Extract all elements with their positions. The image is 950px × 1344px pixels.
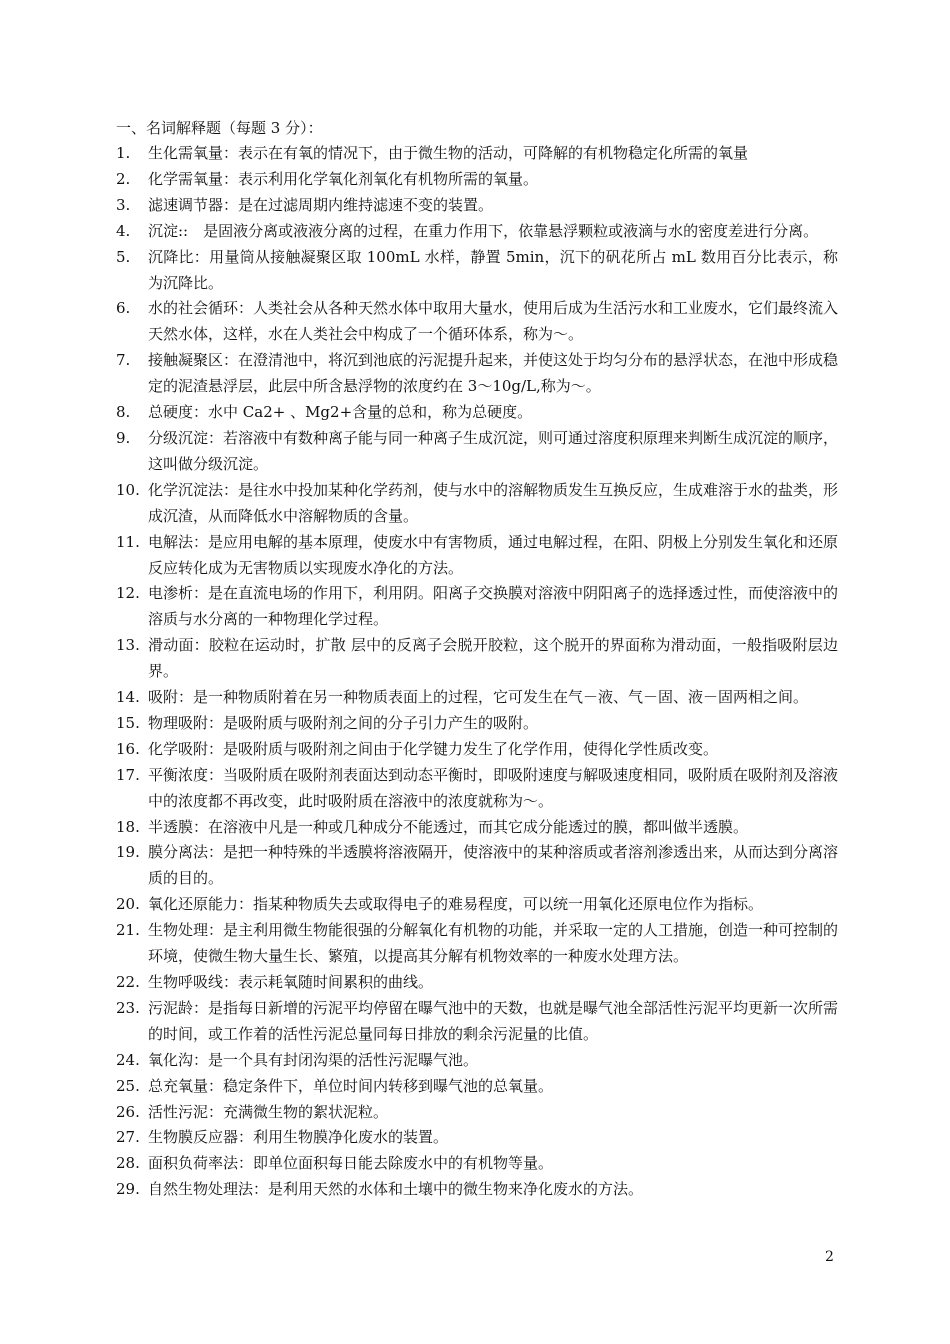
item-text: 氧化还原能力：指某种物质失去或取得电子的难易程度，可以统一用氧化还原电位作为指标。 (148, 895, 764, 914)
item-text: 分级沉淀：若溶液中有数种离子能与同一种离子生成沉淀，则可通过溶度积原理来判断生成沉淀的顺序，这叫做分级沉淀。 (148, 428, 839, 473)
item-text: 半透膜：在溶液中凡是一种或几种成分不能透过，而其它成分能透过的膜，都叫做半透膜。 (148, 817, 749, 836)
item-number: 18. (116, 817, 140, 836)
item-number: 23. (116, 998, 140, 1017)
list-item (116, 400, 838, 426)
item-number: 14. (116, 688, 140, 707)
item-text: 吸附：是一种物质附着在另一种物质表面上的过程，它可发生在气－液、气－固、液－固两相之间。 (148, 688, 809, 707)
list-item (116, 1125, 838, 1151)
item-number: 28. (116, 1154, 140, 1173)
item-text: 总充氧量：稳定条件下，单位时间内转移到曝气池的总氧量。 (148, 1076, 554, 1095)
item-number: 5. (116, 247, 131, 266)
list-item (116, 167, 838, 193)
item-text: 生物处理：是主利用微生物能很强的分解氧化有机物的功能，并采取一定的人工措施，创造一种可控制的环境，使微生物大量生长、繁殖，以提高其分解有机物效率的一种废水处理方法。 (148, 921, 839, 966)
item-text: 沉淀:: 是固液分离或液液分离的过程，在重力作用下，依靠悬浮颗粒或液滴与水的密度差进行分离。 (148, 221, 819, 240)
list-item (116, 633, 838, 685)
item-number: 2. (116, 169, 131, 188)
item-number: 17. (116, 765, 140, 784)
item-text: 自然生物处理法：是利用天然的水体和土壤中的微生物来净化废水的方法。 (148, 1180, 644, 1199)
item-number: 4. (116, 221, 131, 240)
item-number: 27. (116, 1128, 140, 1147)
item-text: 生物呼吸线：表示耗氧随时间累积的曲线。 (148, 973, 434, 991)
list-item (116, 815, 838, 841)
item-text: 水的社会循环：人类社会从各种天然水体中取用大量水，使用后成为生活污水和工业废水，它们最终流入天然水体，这样，水在人类社会中构成了一个循环体系，称为～。 (148, 299, 839, 344)
item-number: 3. (116, 195, 131, 214)
item-number: 12. (116, 584, 140, 603)
item-text: 化学沉淀法：是往水中投加某种化学药剂，使与水中的溶解物质发生互换反应，生成难溶于水的盐类，形成沉渣，从而降低水中溶解物质的含量。 (148, 480, 839, 525)
item-text: 电解法：是应用电解的基本原理，使废水中有害物质，通过电解过程，在阳、阴极上分别发生氧化和还原反应转化成为无害物质以实现废水净化的方法。 (148, 532, 839, 577)
item-number: 19. (116, 843, 140, 862)
item-number: 26. (116, 1102, 140, 1121)
item-text: 滑动面：胶粒在运动时，扩散 层中的反离子会脱开胶粒，这个脱开的界面称为滑动面，一般指吸附层边界。 (148, 636, 838, 681)
list-item (116, 478, 838, 530)
item-text: 活性污泥：充满微生物的絮状泥粒。 (148, 1102, 389, 1121)
list-item (116, 141, 838, 167)
list-item (116, 1074, 838, 1100)
item-number: 10. (116, 480, 140, 499)
item-text: 化学需氧量：表示利用化学氧化剂氧化有机物所需的氧量。 (148, 169, 539, 188)
item-number: 22. (116, 973, 140, 991)
item-number: 24. (116, 1050, 140, 1069)
item-text: 污泥龄：是指每日新增的污泥平均停留在曝气池中的天数，也就是曝气池全部活性污泥平均更新一次所需的时间，或工作着的活性污泥总量同每日排放的剩余污泥量的比值。 (148, 998, 839, 1043)
item-number: 29. (116, 1180, 140, 1199)
list-item (116, 1177, 838, 1203)
list-item (116, 296, 838, 348)
item-text: 生化需氧量：表示在有氧的情况下，由于微生物的活动，可降解的有机物稳定化所需的氧量 (148, 144, 749, 162)
item-number: 11. (116, 532, 140, 551)
item-text: 生物膜反应器：利用生物膜净化废水的装置。 (148, 1128, 449, 1147)
item-text: 物理吸附：是吸附质与吸附剂之间的分子引力产生的吸附。 (148, 713, 539, 732)
item-text: 膜分离法：是把一种特殊的半透膜将溶液隔开，使溶液中的某种溶质或者溶剂渗透出来，从而达到分离溶质的目的。 (148, 843, 839, 888)
item-text: 电渗析：是在直流电场的作用下，利用阴。阳离子交换膜对溶液中阴阳离子的选择透过性，而使溶液中的溶质与水分离的一种物理化学过程。 (148, 584, 839, 629)
term-list (116, 141, 838, 1203)
item-number: 1. (116, 144, 131, 162)
list-item (116, 996, 838, 1048)
item-number: 25. (116, 1076, 140, 1095)
list-item (116, 892, 838, 918)
list-item (116, 840, 838, 892)
list-item (116, 245, 838, 297)
item-text: 氧化沟：是一个具有封闭沟渠的活性污泥曝气池。 (148, 1050, 479, 1069)
list-item (116, 581, 838, 633)
item-text: 总硬度：水中 Ca2+ 、Mg2+含量的总和，称为总硬度。 (148, 403, 533, 422)
item-text: 滤速调节器：是在过滤周期内维持滤速不变的装置。 (148, 195, 494, 214)
item-number: 21. (116, 921, 140, 940)
item-text: 沉降比：用量筒从接触凝聚区取 100mL 水样，静置 5min，沉下的矾花所占 mL 数用百分比表示，称为沉降比。 (148, 247, 838, 292)
item-number: 6. (116, 299, 131, 318)
list-item (116, 1151, 838, 1177)
list-item (116, 1100, 838, 1126)
list-item (116, 918, 838, 970)
list-item (116, 530, 838, 582)
list-item (116, 763, 838, 815)
item-number: 16. (116, 739, 140, 758)
item-number: 13. (116, 636, 140, 655)
item-number: 8. (116, 403, 131, 422)
list-item (116, 1048, 838, 1074)
section-heading: 一、名词解释题（每题 3 分）： (116, 119, 323, 137)
list-item (116, 685, 838, 711)
item-number: 7. (116, 351, 131, 370)
list-item (116, 219, 838, 245)
list-item (116, 426, 838, 478)
item-number: 15. (116, 713, 140, 732)
list-item (116, 737, 838, 763)
page-number: 2 (825, 1249, 834, 1265)
item-text: 平衡浓度：当吸附质在吸附剂表面达到动态平衡时，即吸附速度与解吸速度相同，吸附质在吸附剂及溶液中的浓度都不再改变，此时吸附质在溶液中的浓度就称为～。 (148, 765, 839, 810)
item-text: 化学吸附：是吸附质与吸附剂之间由于化学键力发生了化学作用，使得化学性质改变。 (148, 739, 719, 758)
item-number: 9. (116, 428, 131, 447)
item-number: 20. (116, 895, 140, 914)
item-text: 接触凝聚区：在澄清池中，将沉到池底的污泥提升起来，并使这处于均匀分布的悬浮状态，在池中形成稳定的泥渣悬浮层，此层中所含悬浮物的浓度约在 3～10g/L,称为～。 (148, 351, 839, 396)
list-item (116, 711, 838, 737)
item-text: 面积负荷率法：即单位面积每日能去除废水中的有机物等量。 (148, 1154, 554, 1173)
list-item (116, 193, 838, 219)
list-item (116, 348, 838, 400)
list-item (116, 970, 838, 996)
